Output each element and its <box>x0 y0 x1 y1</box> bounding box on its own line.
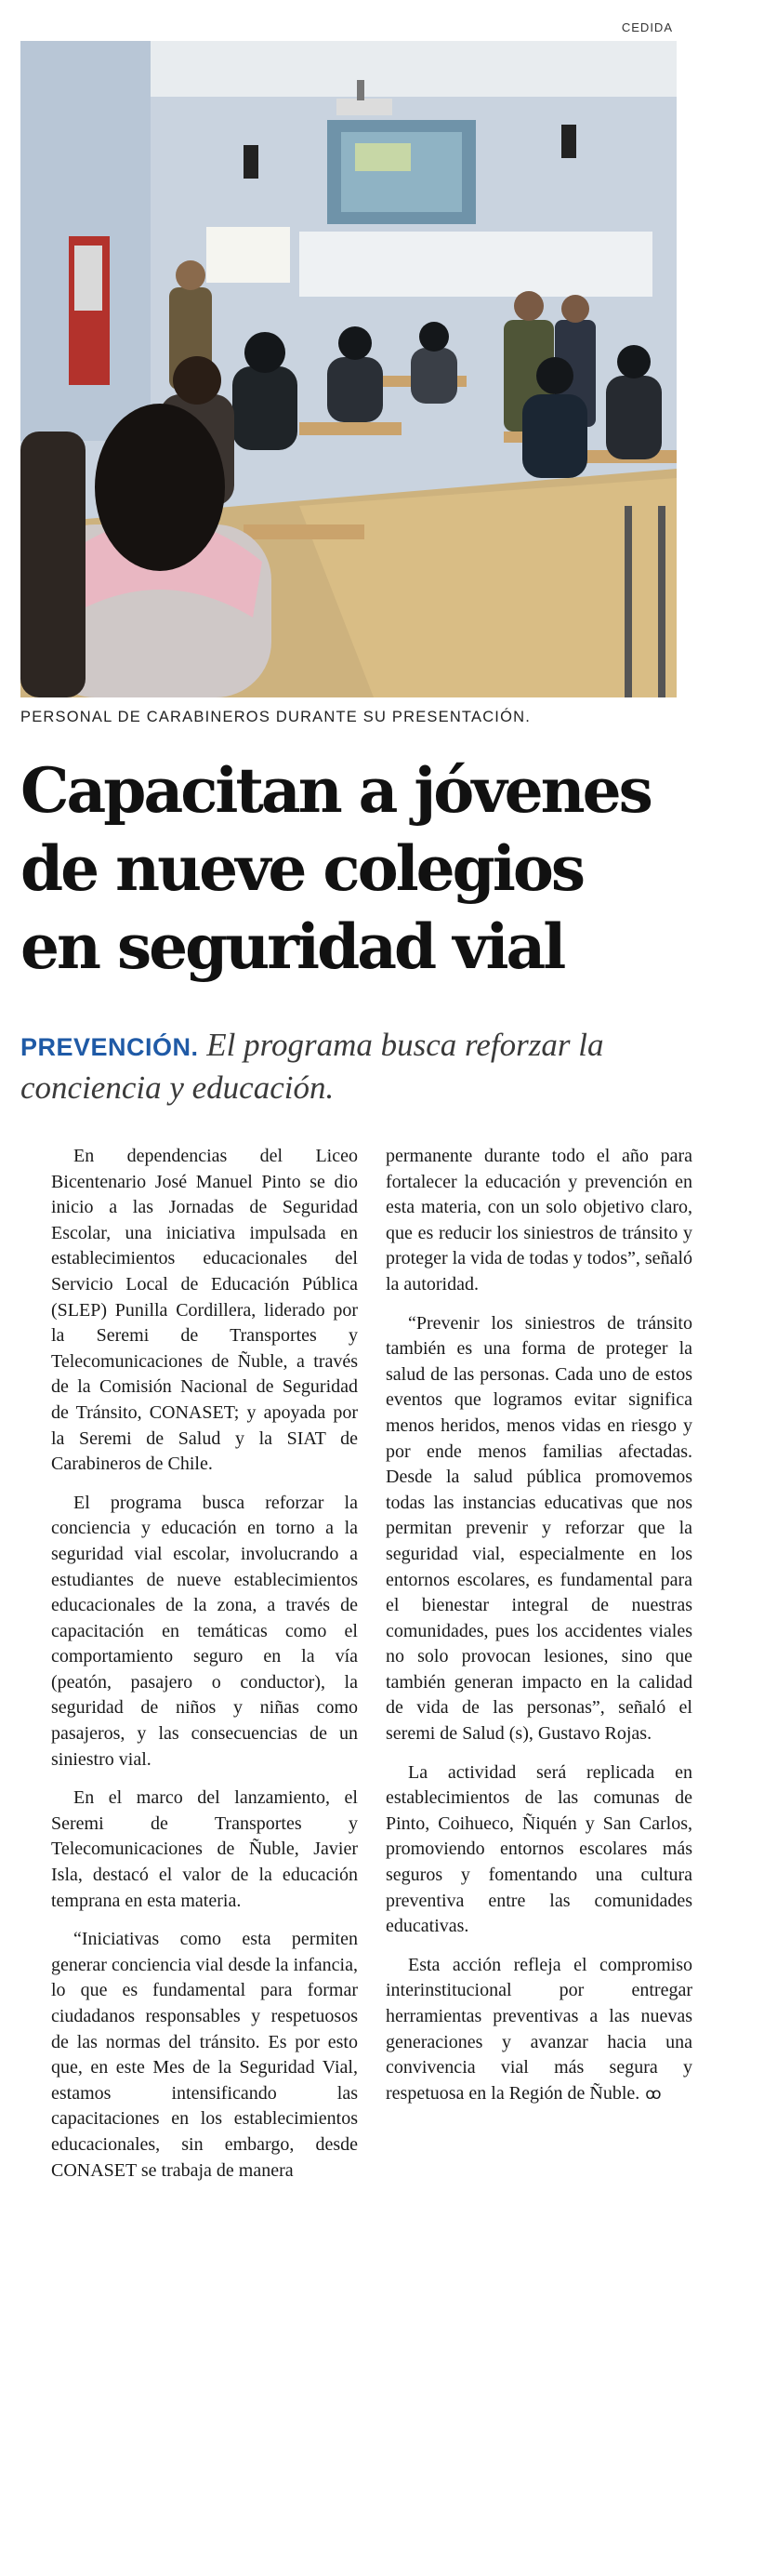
photo-credit: CEDIDA <box>621 20 673 34</box>
body-paragraph-last <box>386 1953 692 2108</box>
section-kicker: PREVENCIÓN. <box>20 1033 199 1061</box>
body-paragraph: En dependencias del Liceo Bicentenario José Manuel Pinto se dio inicio a las Jornadas de Seguridad Escolar, una iniciativa impulsada en establecimientos educacionales del Servicio Local de Educación Pública (SLEP) Punilla Cordillera, liderado por la Seremi de Transportes y Telecomunicaciones de Ñuble, a través de la Comisión Nacional de Seguridad de Tránsito, CONASET; y apoyada por la Seremi de Salud y la SIAT de Carabineros de Chile. <box>51 1146 358 1475</box>
headline <box>20 751 682 986</box>
body-column-right <box>386 1144 692 2120</box>
photo-caption: PERSONAL DE CARABINEROS DURANTE SU PRESENTACIÓN. <box>20 709 532 725</box>
body-paragraph-text: Esta acción refleja el compromiso interinstitucional por entregar herramientas preventivas a las nuevas generaciones y avanzar hacia una convivencia vial más segura y respetuosa en la Región de Ñuble. <box>386 1954 692 2104</box>
end-mark-icon: ꝏ <box>645 2084 662 2104</box>
body-paragraph: El programa busca reforzar la conciencia y educación en torno a la seguridad vial escolar, involucrando a estudiantes de nueve establecimientos educacionales de la zona, a través de capacitación en temáticas como el comportamiento seguro en la vía (peatón, pasajero o conductor), la seguridad de niños y niñas como pasajeros, y las consecuencias de un siniestro vial. <box>51 1492 358 1770</box>
headline-line: Capacitan a jóvenes <box>20 754 651 827</box>
article-photo <box>20 41 677 697</box>
body-paragraph: La actividad será replicada en establecimientos de las comunas de Pinto, Coihueco, Ñiquén y San Carlos, promoviendo entornos escolares más seguros y fomentando una cultura preventiva entre las comunidades educativas. <box>386 1761 692 1937</box>
headline-line: de nueve colegios <box>20 832 584 905</box>
body-paragraph: permanente durante todo el año para fortalecer la educación y prevención en esta materia, con un solo objetivo claro, que es reducir los siniestros de tránsito y proteger la vida de todas y todos”, señaló la autoridad. <box>386 1146 692 1295</box>
headline-line: en seguridad vial <box>20 910 564 983</box>
body-column-left <box>51 1144 358 2197</box>
body-paragraph: En el marco del lanzamiento, el Seremi de Transportes y Telecomunicaciones de Ñuble, Javier Isla, destacó el valor de la educación temprana en esta materia. <box>51 1787 358 1911</box>
deck-subtitle <box>20 1025 615 1109</box>
deck-text: El programa busca reforzar la conciencia y educación. <box>20 1027 604 1106</box>
body-paragraph: “Iniciativas como esta permiten generar conciencia vial desde la infancia, lo que es fundamental para formar ciudadanos responsables y respetuosos de las normas del tránsito. Es por esto que, en este Mes de la Seguridad Vial, estamos intensificando las capacitaciones en los establecimientos educacionales, sin embargo, desde CONASET se trabaja de manera <box>51 1929 358 2181</box>
body-paragraph: “Prevenir los siniestros de tránsito también es una forma de proteger la salud de las personas. Cada uno de estos eventos que logramos evitar significa menos heridos, menos vidas en riesgo y por ende menos familias afectadas. Desde la salud pública promovemos todas las instancias educativas que nos permitan prevenir y reforzar que la seguridad vial, especialmente en los entornos escolares, es fundamental para el bienestar integral de nuestras comunidades, pues los accidentes viales no solo provocan lesiones, sino que también generan impacto en la calidad de vida de las personas”, señaló el seremi de Salud (s), Gustavo Rojas. <box>386 1312 692 1745</box>
